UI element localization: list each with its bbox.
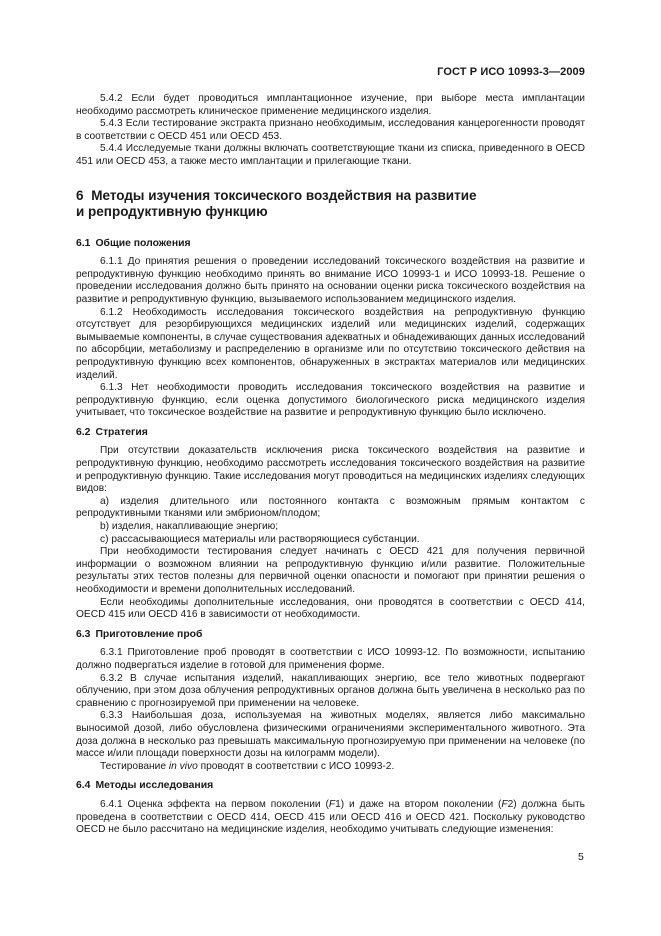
list-item-text: рассасывающиеся материалы или растворяющиеся субстанции. [111,533,420,545]
paragraph-6-2-additional: Если необходимы дополнительные исследования, они проводятся в соответствии с OECD 414, OECD 415 или OECD 416 в зависимости от необходимости. [76,596,585,621]
generation-f2-number: 2 [507,798,514,810]
section-6-title-line2: и репродуктивную функцию [76,203,268,219]
paragraph-6-3-1: 6.3.1 Приготовление проб проводят в соответствии с ИСО 10993-12. По возможности, испытанию должно подвергаться изделие в готовой для применения форме. [76,647,585,671]
paragraph-5-4-4: 5.4.4 Исследуемые ткани должны включать соответствующие ткани из списка, приведенного в OECD 451 или OECD 453, а также место имплантации и прилегающие ткани. [76,143,585,167]
paragraph-6-3-3: 6.3.3 Наибольшая доза, используемая на животных моделях, является либо максимально выносимой дозой, либо обусловлена физическими ограничениями экспериментального животного. Эта доза должна в несколько раз превышать максимальную прогнозируемую при применении на человеке (по массе и/или площади поверхности дозы на килограмм модели). [76,710,585,760]
list-marker: c) [100,533,109,545]
generation-f1-number: 1 [335,798,341,810]
subsection-6-1-title: Общие положения [95,237,191,249]
subsection-6-2-number: 6.2 [76,426,91,438]
list-item-text: изделия, накапливающие энергию; [111,521,279,533]
list-marker: a) [100,495,110,507]
list-item-c [76,534,585,547]
paragraph-6-1-2: 6.1.2 Необходимость исследования токсического воздействия на репродуктивную функцию отсутствует для резорбирующихся медицинских изделий или медицинских изделий, содержащих вымываемые компоненты, в случае существования адекватных и обнадеживающих данных исследований по абсорбции, метаболизму и распределению в организме или по отсутствию токсического действия на репродуктивную функцию всех компонентов, обнаруженных в экстрактах материалов или медицинских изделий. [76,306,585,381]
section-6-heading [76,188,585,220]
paragraph-6-4-1 [76,799,585,837]
list-marker: b) [100,521,110,533]
paragraph-5-4-2: 5.4.2 Если будет проводиться имплантационное изучение, при выборе места имплантации необходимо рассмотреть клиническое применение медицинского изделия. [76,93,585,117]
in-vivo-post: проводят в соответствии с ИСО 10993-2. [197,760,395,772]
paragraph-6-2-testing: При необходимости тестирования следует начинать с OECD 421 для получения первичной информации о возможном влиянии на репродуктивную функцию и/или развитие. Положительные результаты этих тестов полезны для первичной оценки опасности и помогают при принятии решения о необходимости и времени дополнительных исследований. [76,546,585,595]
subsection-6-1-heading [76,238,585,251]
subsection-6-2-heading [76,427,585,440]
paragraph-in-vivo [76,761,585,774]
paragraph-6-2-intro: При отсутствии доказательств исключения риска токсического воздействия на развитие и репродуктивную функцию, необходимо рассмотреть исследования токсического воздействия на развитие и репродуктивную функцию. Такие исследования могут проводиться на медицинских изделиях следующих видов: [76,445,585,495]
page-content [76,93,585,837]
paragraph-5-4-3: 5.4.3 Если тестирование экстракта признано необходимым, исследования канцерогенности проводят в соответствии с OECD 451 или OECD 453. [76,118,585,142]
subsection-6-4-number: 6.4 [76,780,91,792]
subsection-6-4-heading [76,780,585,793]
list-item-b [76,521,585,534]
generation-f1-letter: F [328,798,336,810]
page-number: 5 [578,851,584,863]
subsection-6-1-number: 6.1 [76,237,91,249]
p641-part-a: 6.4.1 Оценка эффекта на первом поколении ( [100,798,329,810]
section-6-title-line1: Методы изучения токсического воздействия на развитие [91,187,477,203]
in-vivo-term: in vivo [168,760,198,772]
subsection-6-3-title: Приготовление проб [95,628,203,640]
p641-part-b: ) и даже на втором поколении ( [340,798,502,810]
subsection-6-2-title: Стратегия [95,426,148,438]
generation-f2-letter: F [501,798,508,810]
list-item-a [76,496,585,521]
paragraph-6-3-2: 6.3.2 В случае испытания изделий, накапливающих энергию, все тело животных подвергают облучению, при этом доза облучения репродуктивных органов должна быть увеличена в несколько раз по сравнению с прогнозируемой при применении на человеке. [76,672,585,709]
paragraph-6-1-3: 6.1.3 Нет необходимости проводить исследования токсического воздействия на развитие и репродуктивную функцию, если оценка допустимого биологического риска медицинского изделия учитывает, что токсическое воздействие на развитие и репродуктивную функцию было исключено. [76,382,585,419]
section-6-number: 6 [76,187,84,203]
paragraph-6-1-1: 6.1.1 До принятия решения о проведении исследований токсического воздействия на развитие и репродуктивную функцию необходимо принять во внимание ИСО 10993-1 и ИСО 10993-18. Решение о проведении исследования должно быть принято на основании оценки риска токсического воздействия на развитие и репродуктивную функцию, вызываемого использованием медицинского изделия. [76,256,585,305]
list-item-text: изделия длительного или постоянного контакта с возможным прямым контактом с репродуктивными тканями или эмбрионом/плодом; [76,495,585,520]
p641-part-c: ) должна быть проведена в соответствии с OECD 414, OECD 415 или OECD 416 и OECD 421. Поскольку руководство OECD не было рассчитано на медицинские изделия, необходимо учитывать следующие изменения: [76,798,585,836]
in-vivo-pre: Тестирование [100,760,169,772]
document-code-header: ГОСТ Р ИСО 10993-3—2009 [437,66,585,78]
subsection-6-3-heading [76,629,585,642]
subsection-6-3-number: 6.3 [76,628,91,640]
subsection-6-4-title: Методы исследования [95,780,214,792]
